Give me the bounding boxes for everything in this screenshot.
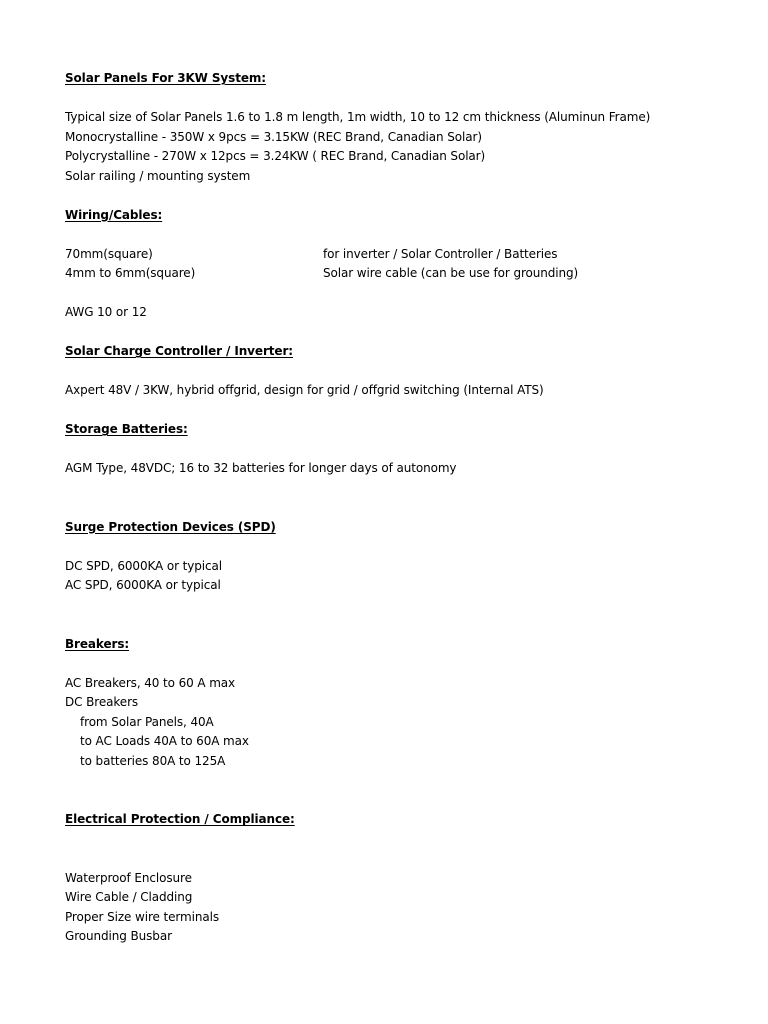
spacer [65, 89, 745, 109]
awg-line: AWG 10 or 12 [65, 305, 147, 319]
spacer [65, 440, 745, 460]
spacer [65, 537, 745, 557]
dc-breaker-item: to batteries 80A to 125A [80, 753, 226, 768]
wiring-row [65, 245, 745, 265]
protection-item: Proper Size wire terminals [65, 909, 220, 924]
spacer [65, 362, 745, 382]
protection-heading: Electrical Protection / Compliance: [65, 812, 295, 826]
wire-use: for inverter / Solar Controller / Batteries [323, 246, 558, 261]
panel-size-line: Typical size of Solar Panels 1.6 to 1.8 m length, 1m width, 10 to 12 cm thickness (Aluminun Frame) [65, 110, 651, 124]
spacer [65, 323, 745, 343]
controller-heading: Solar Charge Controller / Inverter: [65, 344, 293, 358]
spacer [65, 830, 745, 869]
spacer [65, 284, 745, 304]
protection-item: Wire Cable / Cladding [65, 890, 193, 904]
protection-item: Grounding Busbar [65, 929, 172, 943]
protection-item: Waterproof Enclosure [65, 870, 192, 885]
wiring-row [65, 264, 745, 284]
dc-breaker-item: to AC Loads 40A to 60A max [80, 734, 249, 748]
batteries-line: AGM Type, 48VDC; 16 to 32 batteries for longer days of autonomy [65, 461, 457, 475]
dc-breaker-item: from Solar Panels, 40A [80, 714, 214, 729]
spacer [65, 186, 745, 206]
spacer [65, 596, 745, 635]
spd-heading: Surge Protection Devices (SPD) [65, 519, 276, 534]
spacer [65, 654, 745, 674]
spacer [65, 225, 745, 245]
dc-spd-line: DC SPD, 6000KA or typical [65, 558, 223, 573]
solar-panels-heading: Solar Panels For 3KW System: [65, 71, 266, 85]
spacer [65, 771, 745, 810]
railing-line: Solar railing / mounting system [65, 168, 251, 183]
ac-breakers-line: AC Breakers, 40 to 60 A max [65, 675, 236, 690]
breakers-heading: Breakers: [65, 636, 130, 651]
batteries-heading: Storage Batteries: [65, 422, 188, 436]
wire-use: Solar wire cable (can be use for grounding) [323, 266, 579, 280]
dc-breakers-line: DC Breakers [65, 695, 139, 709]
ac-spd-line: AC SPD, 6000KA or typical [65, 578, 221, 592]
polycrystalline-line: Polycrystalline - 270W x 12pcs = 3.24KW ( REC Brand, Canadian Solar) [65, 149, 486, 163]
spacer [65, 479, 745, 518]
wiring-heading: Wiring/Cables: [65, 207, 163, 222]
controller-line: Axpert 48V / 3KW, hybrid offgrid, design for grid / offgrid switching (Internal ATS) [65, 383, 544, 397]
wire-size: 70mm(square) [65, 246, 153, 261]
wire-size: 4mm to 6mm(square) [65, 266, 196, 280]
document-page [65, 69, 745, 947]
spacer [65, 401, 745, 421]
monocrystalline-line: Monocrystalline - 350W x 9pcs = 3.15KW (REC Brand, Canadian Solar) [65, 129, 482, 144]
